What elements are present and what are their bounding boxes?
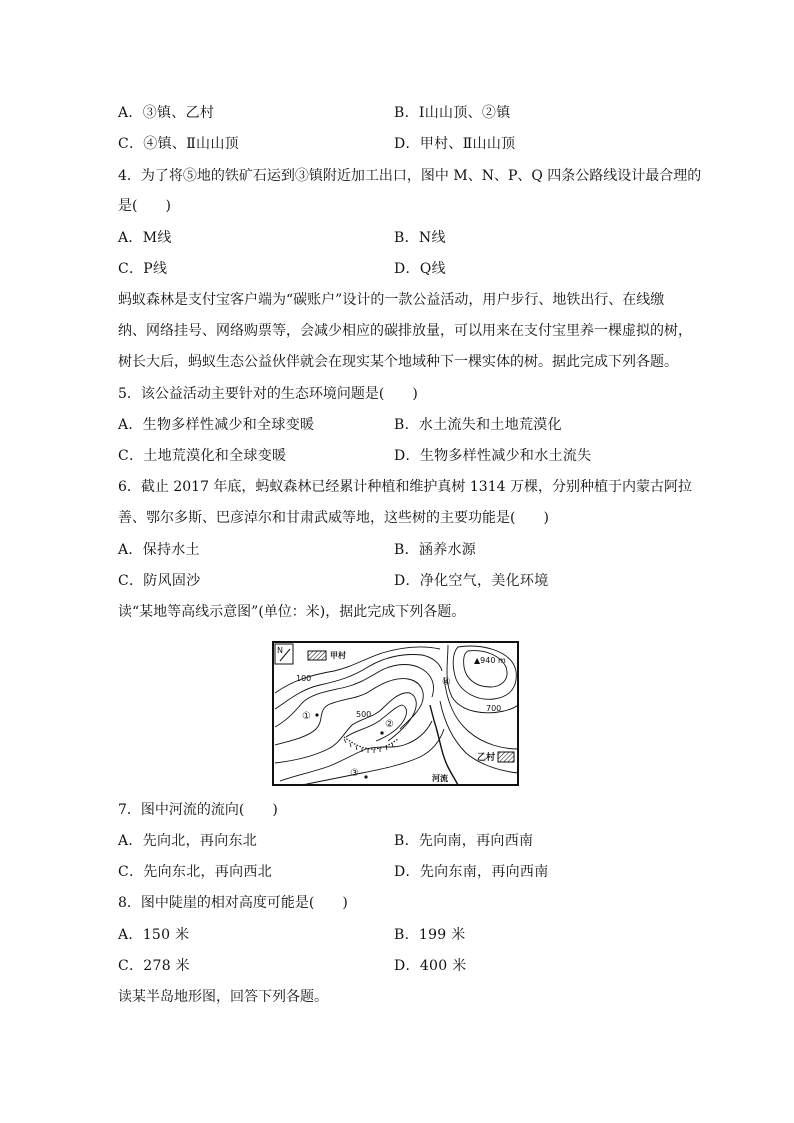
q4-stem-line2: 是( ) (118, 198, 171, 214)
q8-option-b: B．199 米 (394, 927, 466, 943)
q5-stem: 5．该公益活动主要针对的生态环境问题是( ) (118, 386, 418, 402)
q7-stem: 7．图中河流的流向( ) (118, 802, 278, 818)
q4-option-b: B．N线 (394, 230, 446, 246)
q8-option-a: A．150 米 (118, 927, 190, 943)
passage-line3: 树长大后，蚂蚁生态公益伙伴就会在现实某个地域种下一棵实体的树。据此完成下列各题。 (118, 354, 678, 370)
q3-option-d: D．甲村、Ⅱ山山顶 (394, 136, 516, 152)
peak-label: ▲940 m (474, 656, 506, 665)
contour-map-figure (272, 641, 519, 786)
village-jia-label: 甲村 (330, 651, 346, 660)
point-1-label: ① (302, 711, 311, 722)
village-yi-symbol (498, 752, 514, 762)
q3-option-a: A．③镇、乙村 (118, 105, 215, 121)
q7-option-d: D．先向东南，再向西南 (394, 864, 549, 880)
q4-option-c: C．P线 (118, 261, 168, 277)
q8-option-c: C．278 米 (118, 958, 190, 974)
q3-option-c: C．④镇、Ⅱ山山顶 (118, 136, 239, 152)
point-3-label: ③ (350, 768, 359, 779)
contour-map-svg (272, 641, 519, 786)
q8-stem: 8．图中陡崖的相对高度可能是( ) (118, 895, 348, 911)
q6-stem-line1: 6．截止 2017 年底，蚂蚁森林已经累计种植和维护真树 1314 万棵，分别种植于内蒙古阿拉 (118, 479, 692, 495)
point-2-label: ② (385, 719, 394, 730)
q5-option-d: D．生物多样性减少和水土流失 (394, 448, 592, 464)
q6-option-b: B．涵养水源 (394, 542, 477, 558)
q5-option-a: A．生物多样性减少和全球变暖 (118, 417, 315, 433)
village-legend-swatch (308, 651, 326, 660)
q4-option-a: A．M线 (118, 230, 172, 246)
map-intro: 读“某地等高线示意图”(单位：米)，据此完成下列各题。 (118, 604, 466, 620)
river-label: 河流 (432, 774, 448, 783)
q8-option-d: D．400 米 (394, 958, 467, 974)
q7-option-c: C．先向东北，再向西北 (118, 864, 273, 880)
point-4-label: ④ (442, 677, 451, 688)
q7-option-b: B．先向南，再向西南 (394, 833, 534, 849)
q6-option-a: A．保持水土 (118, 542, 200, 558)
point-2-dot (380, 731, 383, 734)
next-section-intro: 读某半岛地形图，回答下列各题。 (118, 989, 328, 1005)
passage-line2: 纳、网络挂号、网络购票等，会减少相应的碳排放量，可以用来在支付宝里养一棵虚拟的树， (118, 323, 692, 339)
q6-option-d: D．净化空气，美化环境 (394, 573, 549, 589)
q6-stem-line2: 善、鄂尔多斯、巴彦淖尔和甘肃武威等地，这些树的主要功能是( ) (118, 510, 549, 526)
q4-stem-line1: 4．为了将⑤地的铁矿石运到③镇附近加工出口，图中 M、N、P、Q 四条公路线设计最合理的 (118, 168, 702, 184)
point-3-dot (364, 775, 367, 778)
q5-option-b: B．水土流失和土地荒漠化 (394, 417, 562, 433)
village-yi-label: 乙村 (477, 753, 496, 763)
q6-option-c: C．防风固沙 (118, 573, 201, 589)
north-label: N (277, 646, 283, 655)
contour-label-700: 700 (486, 704, 502, 713)
point-1-dot (315, 713, 318, 716)
q5-option-c: C．土地荒漠化和全球变暖 (118, 448, 287, 464)
contour-label-100: 100 (296, 674, 312, 683)
q3-option-b: B．Ⅰ山山顶、②镇 (394, 105, 511, 121)
q4-option-d: D．Q线 (394, 261, 446, 277)
q7-option-a: A．先向北，再向东北 (118, 833, 258, 849)
passage-line1: 蚂蚁森林是支付宝客户端为“碳账户”设计的一款公益活动，用户步行、地铁出行、在线缴 (118, 292, 665, 308)
contour-label-500: 500 (356, 710, 372, 719)
